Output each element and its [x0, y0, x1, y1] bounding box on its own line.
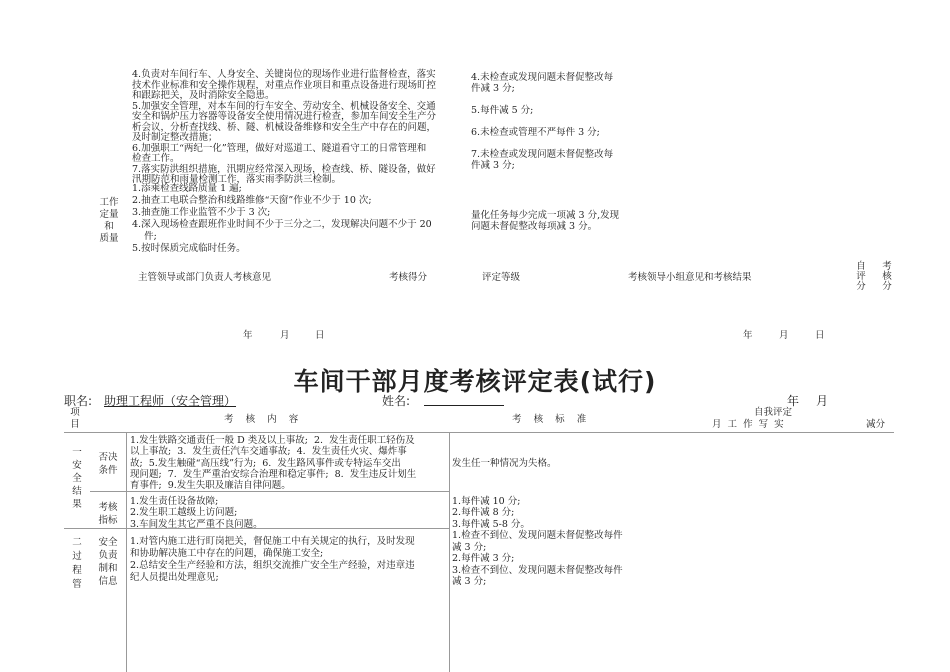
- col-divider: [126, 432, 127, 672]
- date-right-month: 月: [779, 330, 789, 341]
- veto-label-line: 否决: [98, 452, 118, 463]
- veto-condition-label: [94, 451, 122, 477]
- standard-lines-1: [471, 72, 613, 171]
- self-score-char: 分: [856, 281, 866, 292]
- responsibility-content: [130, 536, 415, 584]
- self-score-char: 评: [856, 271, 866, 282]
- content-line: 5.加强安全管理，对本车间的行车安全、劳动安全、机械设备安全、交通: [132, 100, 436, 112]
- section1-char: 全: [72, 473, 82, 484]
- standard-line: 量化任务每少完成一项减 3 分,发现: [471, 210, 620, 221]
- name-field[interactable]: [424, 405, 504, 406]
- col-item-char: 项: [70, 407, 80, 418]
- category-label-char: 工作: [99, 197, 119, 208]
- standard-line: 6.未检查或管理不严每件 3 分;: [471, 127, 600, 138]
- exam-score-char: 考: [882, 261, 892, 272]
- category-label-char: 质量: [99, 233, 119, 244]
- top-standard-block-2: [471, 211, 619, 232]
- content-line: 析会议，分析查找线、桥、隧、机械设备维修和安全生产中存在的问题，: [132, 121, 437, 133]
- col-deduct-header: 减分: [866, 419, 886, 430]
- resp-label-line: 信息: [98, 576, 118, 587]
- resp-label-line: 负责: [98, 550, 118, 561]
- section-process-mgmt-label: [70, 536, 84, 592]
- section2-char: 过: [72, 551, 82, 562]
- section2-char: 管: [72, 579, 82, 590]
- standard-line: [471, 94, 613, 105]
- resp-line: 和协助解决施工中存在的问题，确保施工安全;: [130, 548, 324, 559]
- section1-char: 果: [72, 499, 82, 510]
- veto-content: [130, 435, 416, 491]
- grade-label: 评定等级: [482, 272, 521, 283]
- resp-standard-line: 1.检查不到位、发现问题未督促整改每件: [452, 530, 623, 541]
- content-line: 4.负责对车间行车、人身安全、关键岗位的现场作业进行监督检查，落实: [132, 69, 436, 80]
- indicator-line: 2.发生职工越级上访问题;: [130, 507, 238, 519]
- indicator-standard-line: 1.每件减 10 分;: [452, 496, 521, 507]
- page-title: 车间干部月度考核评定表(试行): [293, 367, 657, 396]
- name-label: 姓名:: [382, 394, 411, 408]
- standard-line: 4.未检查或发现问题未督促整改每: [471, 72, 614, 83]
- section1-char: 安: [72, 460, 82, 471]
- resp-label-line: 制和: [98, 563, 118, 574]
- content-line: 技术作业标准和安全操作规程，对重点作业项目和重点设备进行现场盯控: [132, 79, 437, 91]
- veto-line: 以上事故; 3. 发生责任汽车交通事故; 4. 发生责任火灾、爆炸事: [130, 446, 407, 458]
- position-label: 职名:: [64, 394, 93, 408]
- content-line: 件;: [132, 231, 157, 242]
- standard-lines-2: [471, 211, 619, 232]
- resp-standard-line: 减 3 分;: [452, 541, 487, 553]
- resp-standard-line: 减 3 分;: [452, 576, 487, 587]
- month-label: 月: [816, 394, 829, 408]
- exam-score-label: [881, 262, 893, 292]
- indicator-standard: [452, 496, 530, 530]
- col-item-header: [68, 407, 82, 431]
- indicator-standard-line: 3.每件减 5-8 分。: [452, 518, 530, 530]
- indicator-label-line: 指标: [98, 515, 118, 526]
- section2-char: 二: [72, 537, 82, 548]
- category-label-char: 和: [104, 221, 114, 232]
- exam-score-char: 分: [882, 281, 892, 292]
- indicator-line: 3.车间发生其它严重不良问题。: [130, 518, 263, 530]
- content-line: 及时制定整改措施；: [132, 132, 218, 143]
- content-line: 汛期防范和雨量检测工作，落实雨季防洪三检制。: [132, 174, 342, 185]
- section1-char: 结: [72, 486, 82, 497]
- standard-line: 7.未检查或发现问题未督促整改每: [471, 149, 614, 160]
- standard-line: [471, 138, 613, 149]
- panel-opinion-label: 考核领导小组意见和考核结果: [628, 272, 752, 283]
- resp-line: 纪人员提出处理意见;: [130, 572, 219, 583]
- standard-line: 5.每件减 5 分;: [471, 105, 534, 116]
- content-lines-2: [132, 183, 432, 255]
- exam-score-char: 核: [882, 271, 892, 282]
- resp-label-line: 安全: [98, 537, 118, 548]
- responsibility-label: [94, 536, 122, 588]
- date-right-year: 年: [743, 330, 753, 341]
- standard-line: 问题未督促整改每项减 3 分。: [471, 220, 598, 232]
- veto-line: 故; 5.发生触碰“高压线”行为; 6. 发生路风事件或专特运车交出: [130, 457, 401, 469]
- category-label-work-quality: [96, 197, 122, 245]
- content-line: 1.添乘检查线路质量 1 遍;: [132, 183, 242, 194]
- veto-line: 现问题; 7. 发生严重治安综合治理和稳定事件; 8. 发生违反计划生: [130, 468, 417, 480]
- section2-char: 程: [72, 565, 82, 576]
- content-line: 7.落实防洪组织措施，汛期应经常深入现场，检查线、桥、隧设备，做好: [132, 163, 436, 175]
- supervisor-opinion-label: 主管领导或部门负责人考核意见: [138, 272, 272, 283]
- standard-line: 件减 3 分;: [471, 83, 515, 94]
- content-line: 3.抽查施工作业监管不少于 3 次;: [132, 207, 271, 218]
- date-right-day: 日: [815, 330, 825, 341]
- col-item-char: 目: [70, 419, 80, 430]
- section-safety-result-label: [70, 446, 84, 511]
- category-label-char: 定量: [99, 209, 119, 220]
- indicator-label-line: 考核: [98, 502, 118, 513]
- indicator-line: 1.发生责任设备故障;: [130, 496, 219, 507]
- year-label: 年: [787, 394, 800, 408]
- col-self-sub-header: 月 工 作 写 实: [712, 419, 784, 430]
- content-line: 安全和锅炉压力容器等设备安全使用情况进行检查，参加车间安全生产分: [132, 111, 437, 122]
- veto-line: 1.发生铁路交通责任一般 D 类及以上事故; 2. 发生责任职工轻伤及: [130, 435, 415, 446]
- indicator-content: [130, 496, 263, 530]
- content-lines-1: [132, 70, 436, 186]
- standard-line: [471, 116, 613, 127]
- date-left-year: 年: [243, 330, 253, 341]
- content-line: 6.加强职工“两纪一化”管理，做好对巡道工、隧道看守工的日常管理和: [132, 142, 427, 154]
- row-divider: [64, 432, 894, 433]
- veto-label-line: 条件: [98, 465, 118, 476]
- col-content-header: 考 核 内 容: [224, 414, 299, 425]
- col-standard-header: 考 核 标 准: [512, 414, 587, 425]
- section1-char: 一: [72, 447, 82, 458]
- content-line: 检查工作。: [132, 153, 180, 164]
- top-content-block-1: [132, 70, 436, 186]
- responsibility-standard: [452, 530, 623, 588]
- top-content-block-2: [132, 183, 432, 255]
- indicator-standard-line: 2.每件减 8 分;: [452, 507, 515, 519]
- top-standard-block-1: [471, 72, 613, 171]
- standard-line: 件减 3 分;: [471, 160, 515, 171]
- col-divider: [449, 432, 450, 672]
- position-value[interactable]: 助理工程师（安全管理）: [104, 394, 237, 408]
- self-score-char: 自: [856, 261, 866, 272]
- content-line: 4.深入现场检查跟班作业时间不少于三分之二，发现解决问题不少于 20: [132, 219, 432, 230]
- resp-standard-line: 3.检查不到位、发现问题未督促整改每件: [452, 564, 623, 576]
- resp-line: 1.对管内施工进行盯岗把关，督促施工中有关规定的执行，及时发现: [130, 536, 415, 547]
- resp-standard-line: 2.每件减 3 分;: [452, 553, 515, 564]
- col-self-header: 自我评定: [754, 407, 793, 418]
- veto-line: 育事件; 9.发生失职及廉洁自律问题。: [130, 480, 291, 492]
- content-line: 和跟踪把关，及时消除安全隐患。: [132, 90, 275, 101]
- content-line: 5.按时保质完成临时任务。: [132, 243, 246, 254]
- date-left-month: 月: [280, 330, 290, 341]
- content-line: 2.抽查工电联合整治和线路维修“天窗”作业不少于 10 次;: [132, 195, 372, 206]
- score-label: 考核得分: [389, 272, 428, 283]
- self-score-label: [855, 262, 867, 292]
- date-left-day: 日: [315, 330, 325, 341]
- veto-standard: 发生任一种情况为失格。: [452, 458, 557, 469]
- indicator-label: [94, 501, 122, 527]
- resp-line: 2.总结安全生产经验和方法，组织交流推广安全生产经验，对违章违: [130, 560, 415, 571]
